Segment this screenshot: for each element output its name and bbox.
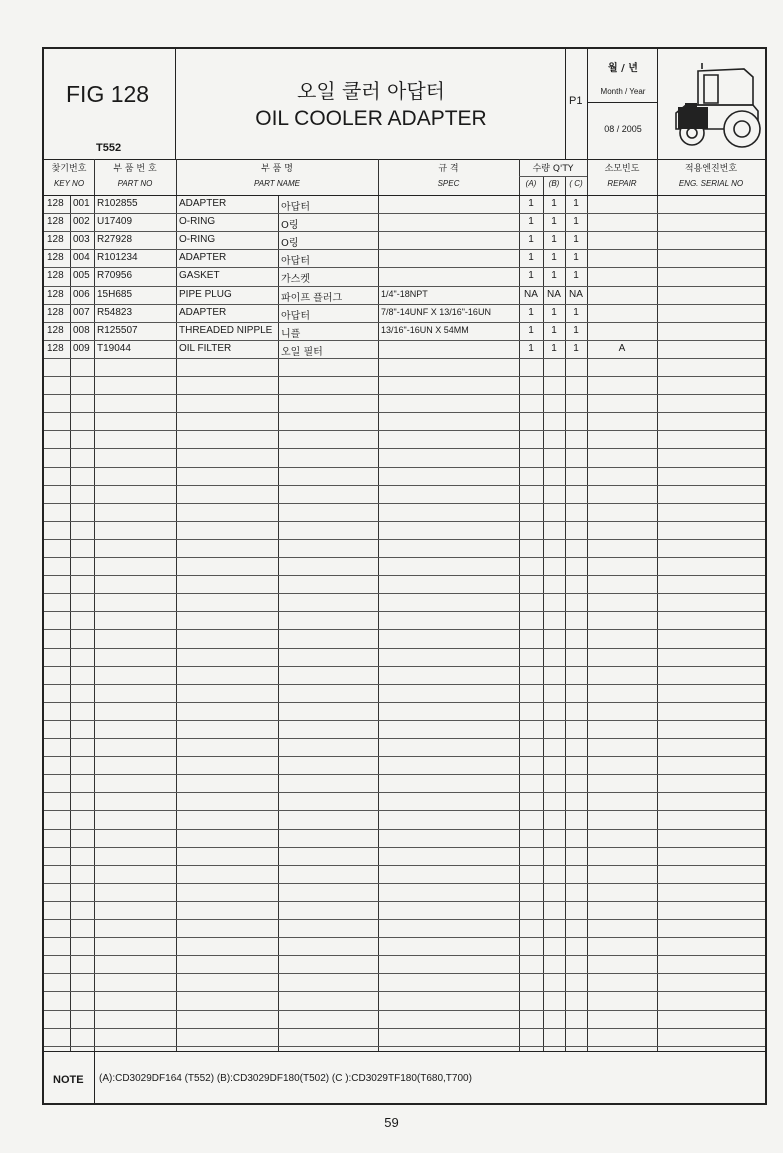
model-code: T552 [96,142,122,154]
grid-vertical-line [519,159,520,1051]
grid-row-line [44,666,765,667]
cell-c: 1 [573,270,579,282]
col-key-kr: 찾기번호 [51,164,87,174]
note-section [44,1051,765,1104]
cell-part: T19044 [97,342,131,354]
grid-row-line [44,865,765,866]
grid-row-line [44,774,765,775]
grid-row-line [44,1028,765,1029]
grid-vertical-line [70,195,71,1051]
cell-fig: 128 [47,324,64,336]
cell-part: 15H685 [97,288,133,300]
grid-row-line [44,376,765,377]
col-name-kr: 부 품 명 [261,164,293,174]
cell-key: 003 [73,234,90,246]
grid-vertical-line [657,159,658,1051]
cell-spec: 1/4"-18NPT [381,288,428,299]
cell-a: 1 [528,252,534,264]
cell-a: NA [524,288,538,300]
grid-row-line [44,249,765,250]
cell-name-en: OIL FILTER [179,342,232,354]
col-part-kr: 부 품 번 호 [113,164,157,174]
cell-key: 008 [73,324,90,336]
grid-row-line [44,738,765,739]
grid-row-line [44,575,765,576]
cell-fig: 128 [47,252,64,264]
grid-row-line [44,412,765,413]
grid-vertical-line [378,159,379,1051]
cell-a: 1 [528,216,534,228]
cell-name-kr: 아답터 [281,256,310,268]
cell-name-kr: 오일 필터 [281,346,323,358]
grid-row-line [44,539,765,540]
col-repair-kr: 소모빈도 [604,164,640,174]
cell-b: 1 [551,324,557,336]
grid-row-line [44,883,765,884]
col-qty-kr: 수량 Q'TY [532,164,574,174]
cell-name-kr: 가스켓 [281,274,310,286]
cell-name-kr: O링 [281,238,299,250]
cell-key: 005 [73,270,90,282]
grid-row-line [44,503,765,504]
date-value: 08 / 2005 [604,124,642,134]
cell-fig: 128 [47,288,64,300]
cell-part: R54823 [97,306,133,318]
cell-repair: A [618,342,626,354]
title-english: OIL COOLER ADAPTER [255,107,487,130]
cell-fig: 128 [47,306,64,318]
cell-b: 1 [551,234,557,246]
date-label-korean: 월 / 년 [608,63,638,74]
cell-key: 001 [73,198,90,209]
cell-c: 1 [573,198,579,209]
cell-name-en: THREADED NIPPLE [179,324,273,336]
grid-row-line [44,467,765,468]
cell-b: 1 [551,198,557,209]
cell-fig: 128 [47,198,64,209]
grid-vertical-line [176,159,177,1051]
col-key-en: KEY NO [53,179,85,188]
cell-a: 1 [528,342,534,354]
cell-a: 1 [528,306,534,318]
cell-part: R101234 [97,252,138,264]
cell-fig: 128 [47,342,64,354]
cell-c: 1 [573,342,579,354]
grid-row-line [44,629,765,630]
cell-name-en: ADAPTER [179,252,227,264]
cell-name-en: ADAPTER [179,198,227,209]
grid-vertical-line [94,159,95,1051]
grid-row-line [44,394,765,395]
grid-row-line [44,322,765,323]
grid-row-line [44,611,765,612]
grid-row-line [44,919,765,920]
cell-key: 009 [73,342,90,354]
cell-b: 1 [551,216,557,228]
cell-key: 006 [73,288,90,300]
grid-row-line [44,955,765,956]
col-repair-en: REPAIR [607,179,637,188]
cell-b: NA [547,288,561,300]
grid-row-line [44,684,765,685]
date-box [588,49,658,159]
grid-row-line [44,213,765,214]
note-divider [94,1052,95,1104]
grid-row-line [44,1046,765,1047]
parts-table [44,159,765,1051]
cell-part: R125507 [97,324,138,336]
title-box [176,49,566,159]
grid-row-line [44,720,765,721]
grid-row-line [44,810,765,811]
cell-c: 1 [573,216,579,228]
grid-row-line [44,1010,765,1011]
cell-fig: 128 [47,216,64,228]
cell-b: 1 [551,270,557,282]
col-serial-kr: 적용엔진번호 [684,164,738,174]
cell-name-kr: 파이프 플러그 [281,292,343,304]
cell-part: R70956 [97,270,133,282]
cell-part: U17409 [97,216,133,228]
date-divider [588,102,658,103]
col-qty-a: (A) [525,179,537,188]
tractor-illustration-icon [658,49,765,159]
cell-a: 1 [528,324,534,336]
cell-name-kr: 아답터 [281,202,310,213]
cell-spec: 13/16"-16UN X 54MM [381,324,469,335]
grid-row-line [44,430,765,431]
cell-key: 004 [73,252,90,264]
cell-key: 002 [73,216,90,228]
tractor-illustration-box [658,49,765,159]
grid-row-line [44,901,765,902]
note-text: (A):CD3029DF164 (T552) (B):CD3029DF180(T502) (C ):CD3029TF180(T680,T700) [99,1073,472,1084]
cell-name-en: O-RING [179,234,216,246]
grid-row-line [44,829,765,830]
cell-name-en: PIPE PLUG [179,288,232,300]
grid-row-line [44,702,765,703]
grid-row-line [44,340,765,341]
cell-key: 007 [73,306,90,318]
cell-b: 1 [551,306,557,318]
cell-fig: 128 [47,234,64,246]
grid-row-line [44,358,765,359]
page-code: P1 [569,95,583,107]
cell-name-en: GASKET [179,270,220,282]
grid-row-line [44,448,765,449]
cell-name-en: O-RING [179,216,216,228]
grid-vertical-line [278,195,279,1051]
grid-row-line [44,991,765,992]
grid-row-line [44,304,765,305]
grid-row-line [44,847,765,848]
cell-b: 1 [551,342,557,354]
cell-c: 1 [573,324,579,336]
sheet-header [44,49,765,160]
col-spec-kr: 규 격 [438,164,459,174]
cell-b: 1 [551,252,557,264]
header-divider [44,195,765,196]
grid-row-line [44,648,765,649]
grid-row-line [44,267,765,268]
cell-name-en: ADAPTER [179,306,227,318]
cell-a: 1 [528,198,534,209]
grid-row-line [44,231,765,232]
page-code-box [566,49,588,159]
col-name-en: PART NAME [254,179,300,188]
cell-name-kr: O링 [281,220,299,232]
col-qty-c: ( C) [569,179,583,188]
grid-vertical-line [587,159,588,1051]
col-qty-b: (B) [548,179,560,188]
cell-part: R27928 [97,234,133,246]
grid-row-line [44,521,765,522]
figure-number: FIG 128 [66,81,150,107]
cell-c: 1 [573,234,579,246]
qty-header-divider [519,176,587,177]
cell-c: NA [569,288,583,300]
cell-a: 1 [528,270,534,282]
grid-row-line [44,593,765,594]
col-part-en: PART NO [117,179,153,188]
cell-c: 1 [573,252,579,264]
col-spec-en: SPEC [437,179,460,188]
grid-row-line [44,485,765,486]
cell-part: R102855 [97,198,138,209]
cell-name-kr: 니플 [281,328,301,340]
cell-c: 1 [573,306,579,318]
cell-name-kr: 아답터 [281,310,310,322]
grid-row-line [44,973,765,974]
grid-row-line [44,792,765,793]
cell-a: 1 [528,234,534,246]
grid-row-line [44,286,765,287]
grid-row-line [44,937,765,938]
note-label: NOTE [53,1074,84,1086]
col-serial-en: ENG. SERIAL NO [678,179,744,188]
cell-fig: 128 [47,270,64,282]
figure-box [44,49,176,159]
title-korean: 오일 쿨러 아답터 [297,79,445,103]
page-number: 59 [384,1115,399,1130]
parts-sheet [42,47,767,1105]
cell-spec: 7/8"-14UNF X 13/16"-16UN [381,306,491,317]
grid-row-line [44,557,765,558]
grid-row-line [44,756,765,757]
date-label-english: Month / Year [600,87,646,96]
